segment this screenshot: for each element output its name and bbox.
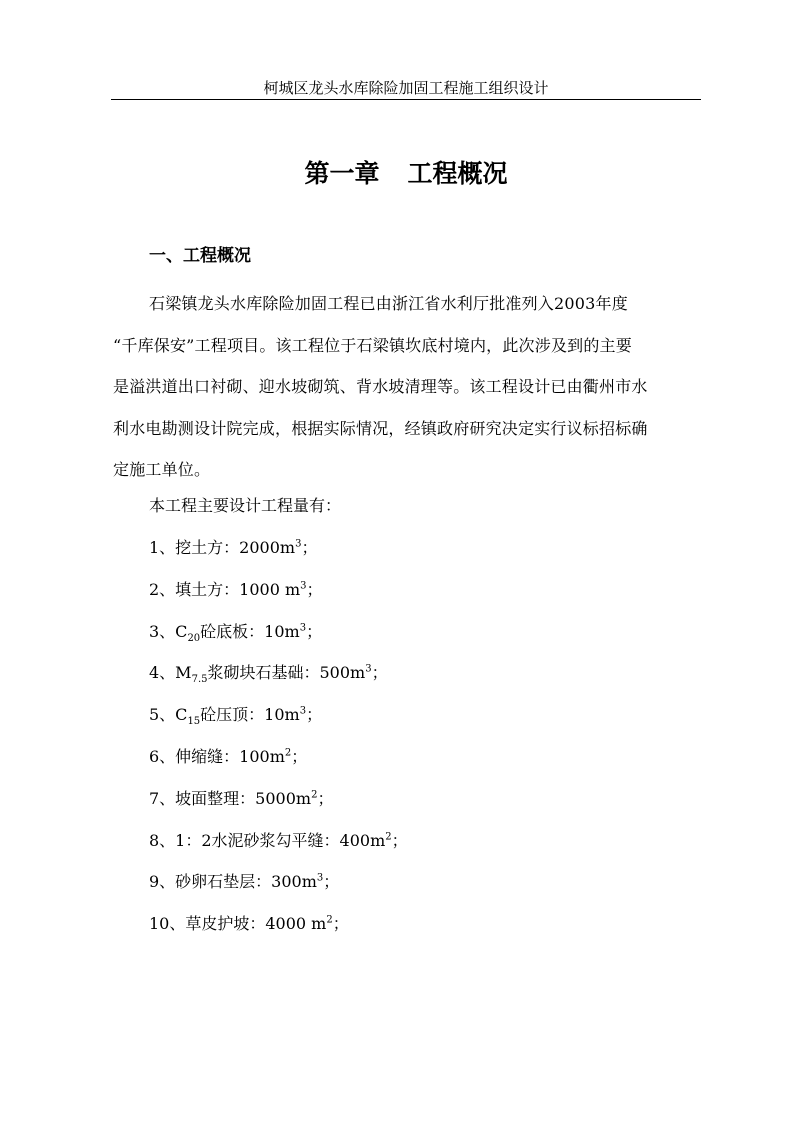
body-line: 石梁镇龙头水库除险加固工程已由浙江省水利厅批准列入2003年度 (149, 294, 628, 313)
quantity-unit-exponent: 2 (284, 747, 292, 759)
quantity-suffix: ； (306, 579, 323, 599)
quantity-unit-exponent: 3 (316, 873, 324, 885)
chapter-name: 工程概况 (407, 159, 508, 188)
quantity-suffix: ； (301, 538, 318, 557)
quantity-text: 8、1：2水泥砂浆勾平缝：400m (149, 830, 386, 850)
quantity-text: 1、挖土方：2000m (149, 538, 296, 557)
quantity-suffix: ； (317, 788, 334, 808)
quantity-text: 3、C (149, 621, 188, 641)
quantity-subscript: 20 (187, 632, 201, 644)
body-line: 利水电勘测设计院完成，根据实际情况，经镇政府研究决定实行议标招标确 (113, 418, 648, 438)
quantity-text: 5、C (149, 705, 188, 725)
quantity-text: 7、坡面整理：5000m (149, 788, 312, 808)
quantity-unit-exponent: 3 (299, 705, 307, 717)
body-paragraph (113, 283, 701, 491)
quantity-text: 10、草皮护坡：4000 m (149, 914, 327, 934)
quantity-unit-exponent: 2 (311, 789, 318, 801)
quantity-suffix: ； (371, 663, 388, 683)
quantity-item (149, 870, 408, 912)
quantity-suffix: ； (306, 705, 323, 725)
quantity-unit-exponent: 2 (385, 831, 392, 843)
quantity-item (149, 536, 408, 578)
quantity-suffix: ； (323, 872, 340, 892)
quantity-unit-exponent: 2 (326, 914, 333, 926)
quantity-item (149, 578, 408, 620)
quantity-suffix: ； (306, 621, 323, 641)
quantity-middle: 砼底板：10m (200, 621, 300, 641)
chapter-title (111, 157, 701, 191)
body-line: 定施工单位。 (113, 460, 211, 479)
quantity-suffix: ； (291, 746, 308, 766)
quantity-unit-exponent: 3 (299, 622, 307, 634)
quantity-text: 9、砂卵石垫层：300m (149, 872, 317, 892)
header-rule (111, 99, 701, 100)
quantity-unit-exponent: 3 (295, 538, 302, 550)
quantity-item (149, 912, 408, 954)
quantity-list (149, 536, 408, 954)
quantity-unit-exponent: 3 (300, 580, 307, 592)
body-line: “千库保安”工程项目。该工程位于石梁镇坎底村境内，此次涉及到的主要 (113, 335, 632, 355)
quantity-item (149, 745, 408, 787)
page-header: 柯城区龙头水库除险加固工程施工组织设计 (263, 79, 549, 97)
quantity-middle: 浆砌块石基础：500m (207, 663, 366, 683)
quantity-item (149, 829, 408, 871)
quantity-unit-exponent: 3 (365, 664, 372, 676)
quantity-text: 6、伸缩缝：100m (149, 746, 285, 766)
quantity-suffix: ； (391, 830, 408, 850)
quantities-intro: 本工程主要设计工程量有： (149, 496, 342, 515)
section-heading: 一、工程概况 (149, 246, 251, 266)
quantity-item (149, 661, 408, 703)
quantity-text: 2、填土方：1000 m (149, 579, 301, 599)
quantity-subscript: 7.5 (191, 674, 208, 686)
quantity-middle: 砼压顶：10m (200, 705, 300, 725)
quantity-suffix: ； (332, 914, 349, 934)
quantity-text: 4、M (149, 663, 192, 683)
quantity-item (149, 620, 408, 662)
quantity-item (149, 787, 408, 829)
body-line: 是溢洪道出口衬砌、迎水坡砌筑、背水坡清理等。该工程设计已由衢州市水 (113, 377, 648, 396)
chapter-number: 第一章 (304, 159, 380, 188)
quantity-subscript: 15 (187, 716, 201, 728)
quantity-item (149, 703, 408, 745)
